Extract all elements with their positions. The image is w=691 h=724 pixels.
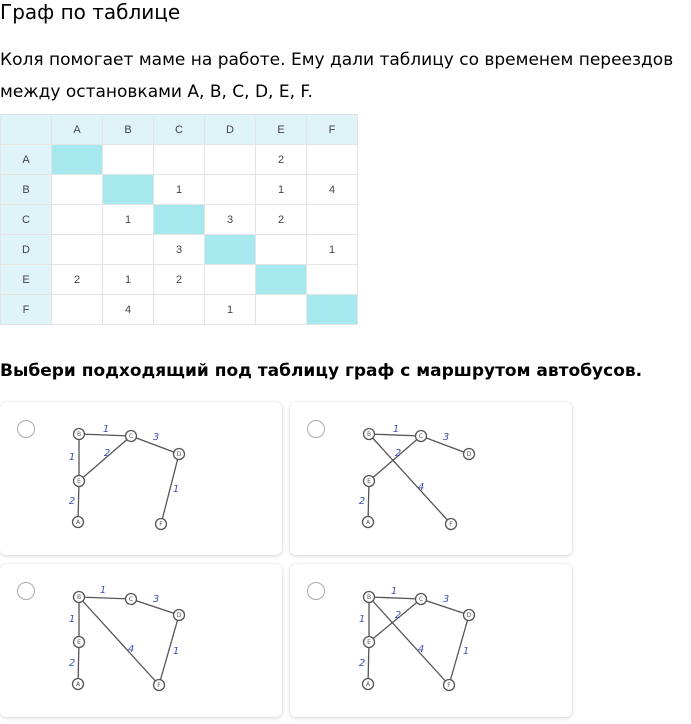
edge-label: 4 xyxy=(417,482,425,493)
edge-label: 2 xyxy=(68,658,76,669)
table-cell: 2 xyxy=(154,265,205,295)
node-label: B xyxy=(76,431,82,438)
node-label: B xyxy=(76,594,82,601)
edge-label: 1 xyxy=(390,586,398,597)
table-cell xyxy=(52,235,103,265)
table-corner-cell xyxy=(1,115,52,145)
table-cell: 1 xyxy=(154,175,205,205)
node-label: F xyxy=(157,682,161,689)
edge-label: 1 xyxy=(358,614,366,625)
graph-edge xyxy=(78,642,79,684)
graph-edge xyxy=(368,642,369,684)
node-label: E xyxy=(367,639,371,646)
edge-label: 2 xyxy=(103,448,111,459)
node-label: A xyxy=(365,519,371,526)
table-row-header: E xyxy=(1,265,52,295)
graph-diagram xyxy=(290,402,572,555)
table-row xyxy=(1,295,358,325)
node-label: D xyxy=(176,451,182,458)
table-row-header: A xyxy=(1,145,52,175)
graph-edge xyxy=(368,481,369,522)
table-cell xyxy=(307,265,358,295)
node-label: E xyxy=(77,478,81,485)
graph-edge xyxy=(369,597,421,599)
edge-label: 1 xyxy=(99,585,107,596)
table-row xyxy=(1,235,358,265)
node-label: E xyxy=(77,639,81,646)
edge-label: 2 xyxy=(68,496,76,507)
graph-edge xyxy=(78,481,79,522)
graph-edge xyxy=(369,597,449,685)
edge-label: 2 xyxy=(394,448,402,459)
task-description: Коля помогает маме на работе. Ему дали таблицу со временем переездов между остановками A, B, C, D, E, F. xyxy=(0,50,674,102)
node-label: D xyxy=(466,612,472,619)
table-row xyxy=(1,145,358,175)
table-column-header: F xyxy=(307,115,358,145)
edge-label: 2 xyxy=(358,496,366,507)
table-header-row xyxy=(1,115,358,145)
edge-label: 1 xyxy=(172,484,180,495)
table-cell: 1 xyxy=(103,205,154,235)
table-cell xyxy=(205,145,256,175)
table-row xyxy=(1,205,358,235)
table-column-header: C xyxy=(154,115,205,145)
edge-label: 4 xyxy=(127,644,135,655)
table-cell xyxy=(154,295,205,325)
node-label: E xyxy=(367,478,371,485)
answer-option-4[interactable] xyxy=(290,564,572,717)
edge-label: 1 xyxy=(68,452,76,463)
table-cell xyxy=(205,175,256,205)
graph-diagram xyxy=(290,564,572,717)
node-label: C xyxy=(128,433,134,440)
table-cell xyxy=(103,235,154,265)
table-cell xyxy=(103,145,154,175)
node-label: A xyxy=(75,681,81,688)
edge-label: 1 xyxy=(172,646,180,657)
table-cell xyxy=(307,295,358,325)
answer-option-1[interactable] xyxy=(0,402,282,555)
graph-diagram xyxy=(0,402,282,555)
table-cell: 4 xyxy=(307,175,358,205)
node-label: C xyxy=(128,596,134,603)
graph-edge xyxy=(79,597,159,685)
table-cell: 3 xyxy=(154,235,205,265)
node-label: B xyxy=(366,431,372,438)
node-label: D xyxy=(466,451,472,458)
table-cell: 1 xyxy=(307,235,358,265)
table-cell xyxy=(52,175,103,205)
table-cell xyxy=(307,205,358,235)
page-title: Граф по таблице xyxy=(0,0,181,24)
node-label: B xyxy=(366,594,372,601)
table-cell xyxy=(256,295,307,325)
table-column-header: E xyxy=(256,115,307,145)
edge-label: 2 xyxy=(358,658,366,669)
node-label: F xyxy=(159,521,163,528)
node-label: D xyxy=(176,612,182,619)
edge-label: 4 xyxy=(417,644,425,655)
table-row-header: F xyxy=(1,295,52,325)
table-cell: 1 xyxy=(103,265,154,295)
table-row-header: C xyxy=(1,205,52,235)
table-cell xyxy=(205,235,256,265)
table-cell: 1 xyxy=(256,175,307,205)
table-cell xyxy=(52,145,103,175)
table-column-header: A xyxy=(52,115,103,145)
table-cell xyxy=(52,205,103,235)
edge-label: 1 xyxy=(68,614,76,625)
question-prompt: Выбери подходящий под таблицу граф с маршрутом автобусов. xyxy=(0,361,643,381)
table-column-header: B xyxy=(103,115,154,145)
edge-label: 2 xyxy=(394,610,402,621)
node-label: A xyxy=(365,681,371,688)
table-row xyxy=(1,265,358,295)
node-label: C xyxy=(418,433,424,440)
table-cell: 1 xyxy=(205,295,256,325)
table-cell: 2 xyxy=(256,205,307,235)
node-label: F xyxy=(449,521,453,528)
table-cell: 2 xyxy=(52,265,103,295)
graph-edge xyxy=(369,434,451,524)
table-cell: 4 xyxy=(103,295,154,325)
table-cell: 3 xyxy=(205,205,256,235)
edge-label: 1 xyxy=(392,424,400,435)
table-cell xyxy=(103,175,154,205)
graph-edge xyxy=(79,597,131,599)
node-label: A xyxy=(75,519,81,526)
table-cell xyxy=(154,205,205,235)
edge-label: 1 xyxy=(102,424,110,435)
table-cell xyxy=(52,295,103,325)
distance-table xyxy=(0,114,358,325)
node-label: F xyxy=(447,682,451,689)
edge-label: 1 xyxy=(462,646,470,657)
edge-label: 3 xyxy=(152,594,160,605)
table-row-header: D xyxy=(1,235,52,265)
table-cell xyxy=(256,235,307,265)
graph-diagram xyxy=(0,564,282,717)
edge-label: 3 xyxy=(152,432,160,443)
table-cell xyxy=(154,145,205,175)
node-label: C xyxy=(418,596,424,603)
answer-option-2[interactable] xyxy=(290,402,572,555)
table-cell xyxy=(256,265,307,295)
table-row xyxy=(1,175,358,205)
answer-option-3[interactable] xyxy=(0,564,282,717)
table-cell xyxy=(205,265,256,295)
edge-label: 3 xyxy=(442,432,450,443)
table-row-header: B xyxy=(1,175,52,205)
table-cell xyxy=(307,145,358,175)
table-cell: 2 xyxy=(256,145,307,175)
table-column-header: D xyxy=(205,115,256,145)
edge-label: 3 xyxy=(442,594,450,605)
